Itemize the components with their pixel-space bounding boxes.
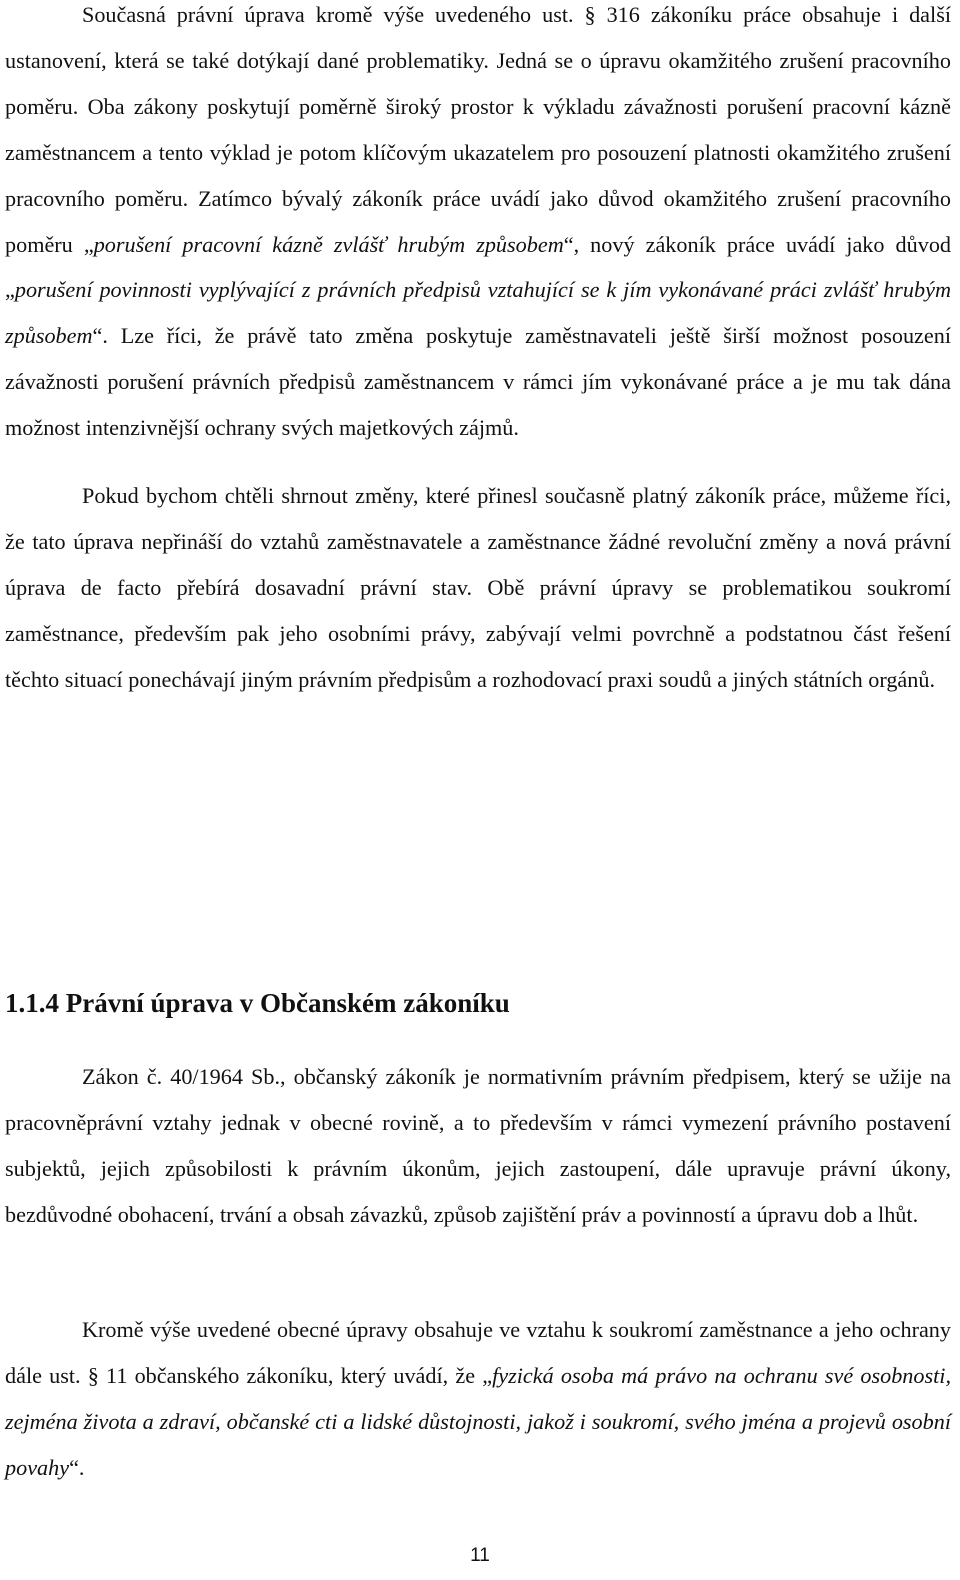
page-number: 11	[470, 1545, 490, 1566]
paragraph-civil-code: Zákon č. 40/1964 Sb., občanský zákoník je normativním právním předpisem, který se užije na pracovněprávní vztahy jednak v obecné rovině, a to především v rámci vymezení právního postavení subjektů, jejich způsobilosti k právním úkonům, jejich zastoupení, dále upravuje právní úkony, bezdůvodné obohacení, trvání a obsah závazků, způsob zajištění práv a povinností a úpravu dob a lhůt.	[5, 1064, 951, 1227]
paragraph-summary-changes: Pokud bychom chtěli shrnout změny, které přinesl současně platný zákoník práce, můžeme říci, že tato úprava nepřináší do vztahů zaměstnavatele a zaměstnance žádné revoluční změny a nová právní úprava de facto přebírá dosavadní právní stav. Obě právní úpravy se problematikou soukromí zaměstnance, především pak jeho osobními právy, zabývají velmi povrchně a podstatnou část řešení těchto situací ponechávají jiným právním předpisům a rozhodovací praxi soudů a jiných státních orgánů.	[5, 483, 951, 692]
paragraph-text: “. Lze říci, že právě tato změna poskytuje zaměstnavateli ještě širší možnost posouzení závažnosti porušení právních předpisů zaměstnancem v rámci jím vykonávané práce a je mu tak dána možnost intenzivnější ochrany svých majetkových zájmů.	[5, 323, 951, 441]
paragraph-okamzite-zruseni	[5, 0, 951, 451]
paragraph-text: Současná právní úprava kromě výše uvedeného ust. § 316 zákoníku práce obsahuje i další ustanovení, která se také dotýkají dané problematiky. Jedná se o úpravu okamžitého zrušení pracovního poměru. Oba zákony poskytují poměrně široký prostor k výkladu závažnosti porušení pracovní kázně zaměstnancem a tento výklad je potom klíčovým ukazatelem pro posouzení platnosti okamžitého zrušení pracovního poměru. Zatímco bývalý zákoník práce uvádí jako důvod okamžitého zrušení pracovního poměru „	[5, 2, 951, 257]
quoted-old-law-text: porušení pracovní kázně zvlášť hrubým způsobem	[93, 231, 564, 257]
quoted-new-law-text: porušení povinnosti vyplývající z právních předpisů vztahující se k jím vykonávané práci zvlášť hrubým způsobem	[5, 277, 951, 349]
section-heading: 1.1.4 Právní úprava v Občanském zákoníku	[5, 988, 510, 1018]
paragraph-text: Kromě výše uvedené obecné úpravy obsahuje ve vztahu k soukromí zaměstnance a jeho ochrany dále ust. § 11 občanského zákoníku, který uvádí, že „	[5, 1317, 951, 1388]
paragraph-section-11	[5, 1307, 951, 1491]
document-page	[5, 0, 952, 1480]
paragraph-text: “.	[69, 1454, 85, 1480]
paragraph-text: “, nový zákoník práce uvádí jako důvod „	[5, 231, 952, 303]
quoted-section-11-text: fyzická osoba má právo na ochranu své osobnosti, zejména života a zdraví, občanské cti a lidské důstojnosti, jakož i soukromí, svého jména a projevů osobní povahy	[5, 1362, 951, 1480]
